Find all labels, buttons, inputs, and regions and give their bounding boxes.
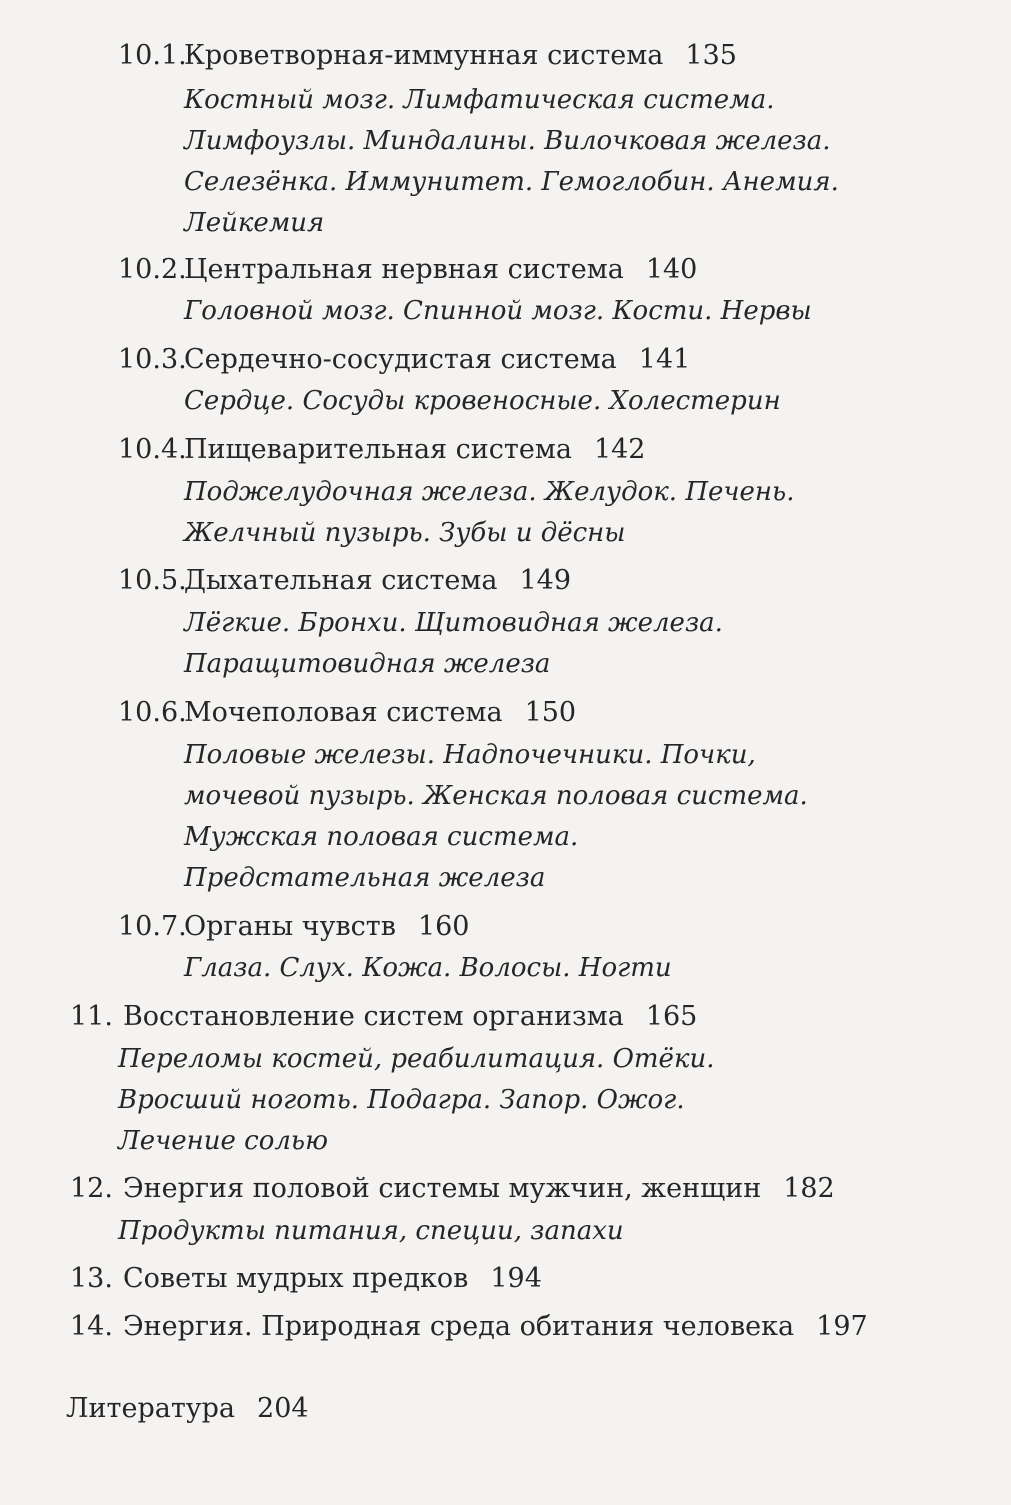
entry-number: 10.1. [118, 40, 187, 71]
entry-topic: Лейкемия [184, 208, 325, 238]
bleed-through-text [540, 222, 548, 250]
entry-title: Сердечно-сосудистая система [184, 344, 617, 375]
page-number: 165 [645, 1001, 698, 1032]
entry-topic: Желчный пузырь. Зубы и дёсны [184, 518, 626, 548]
entry-title: Советы мудрых предков [122, 1263, 469, 1294]
entry-topic: Лечение солью [118, 1126, 328, 1156]
entry-topic: Мужская половая система. [184, 822, 579, 852]
entry-title: Кроветворная-иммунная система [184, 40, 664, 71]
entry-number: 10.7. [118, 911, 187, 942]
entry-number: 10.4. [118, 434, 187, 465]
entry-topic: Предстательная железа [184, 863, 546, 893]
entry-title: Энергия. Природная среда обитания человека [122, 1311, 795, 1342]
entry-number: 13. [70, 1263, 113, 1294]
entry-number: 14. [70, 1311, 113, 1342]
entry-title: Энергия половой системы мужчин, женщин [122, 1173, 762, 1204]
entry-title: Литература [66, 1393, 236, 1424]
entry-number: 10.6. [118, 697, 187, 728]
entry-topic: Головной мозг. Спинной мозг. Кости. Нервы [184, 296, 812, 326]
entry-title: Мочеполовая система [184, 697, 503, 728]
entry-topic: Поджелудочная железа. Желудок. Печень. [184, 477, 795, 507]
page-number: 135 [685, 40, 737, 71]
page-number: 204 [257, 1393, 309, 1424]
page-number: 141 [638, 344, 691, 375]
page-number: 194 [490, 1263, 542, 1294]
entry-topic: Костный мозг. Лимфатическая система. [184, 85, 775, 115]
entry-title: Дыхательная система [184, 565, 498, 596]
entry-topic: Лёгкие. Бронхи. Щитовидная железа. [184, 608, 723, 638]
page-number: 160 [417, 911, 470, 942]
entry-topic: Продукты питания, специи, запахи [118, 1216, 624, 1246]
entry-number: 10.3. [118, 344, 187, 375]
entry-number: 10.5. [118, 565, 187, 596]
page-number: 197 [816, 1311, 868, 1342]
entry-title: Восстановление систем организма [122, 1001, 624, 1032]
entry-topic: Глаза. Слух. Кожа. Волосы. Ногти [184, 953, 672, 983]
entry-number: 11. [70, 1001, 113, 1032]
entry-topic: Селезёнка. Иммунитет. Гемоглобин. Анемия. [184, 167, 839, 197]
page-number: 149 [519, 565, 572, 596]
entry-topic: Вросший ноготь. Подагра. Запор. Ожог. [118, 1085, 685, 1115]
entry-number: 10.2. [118, 254, 187, 285]
page-number: 140 [645, 254, 698, 285]
entry-title: Центральная нервная система [184, 254, 624, 285]
entry-topic: мочевой пузырь. Женская половая система. [184, 781, 808, 811]
page-number: 150 [524, 697, 577, 728]
entry-topic: Переломы костей, реабилитация. Отёки. [118, 1044, 715, 1074]
entry-topic: Сердце. Сосуды кровеносные. Холестерин [184, 386, 781, 416]
entry-topic: Паращитовидная железа [184, 649, 551, 679]
page-number: 142 [593, 434, 646, 465]
entry-number: 12. [70, 1173, 113, 1204]
entry-topic: Половые железы. Надпочечники. Почки, [184, 740, 756, 770]
page-number: 182 [783, 1173, 835, 1204]
entry-topic: Лимфоузлы. Миндалины. Вилочковая железа. [184, 126, 831, 156]
entry-title: Органы чувств [184, 911, 396, 942]
entry-title: Пищеварительная система [184, 434, 572, 465]
